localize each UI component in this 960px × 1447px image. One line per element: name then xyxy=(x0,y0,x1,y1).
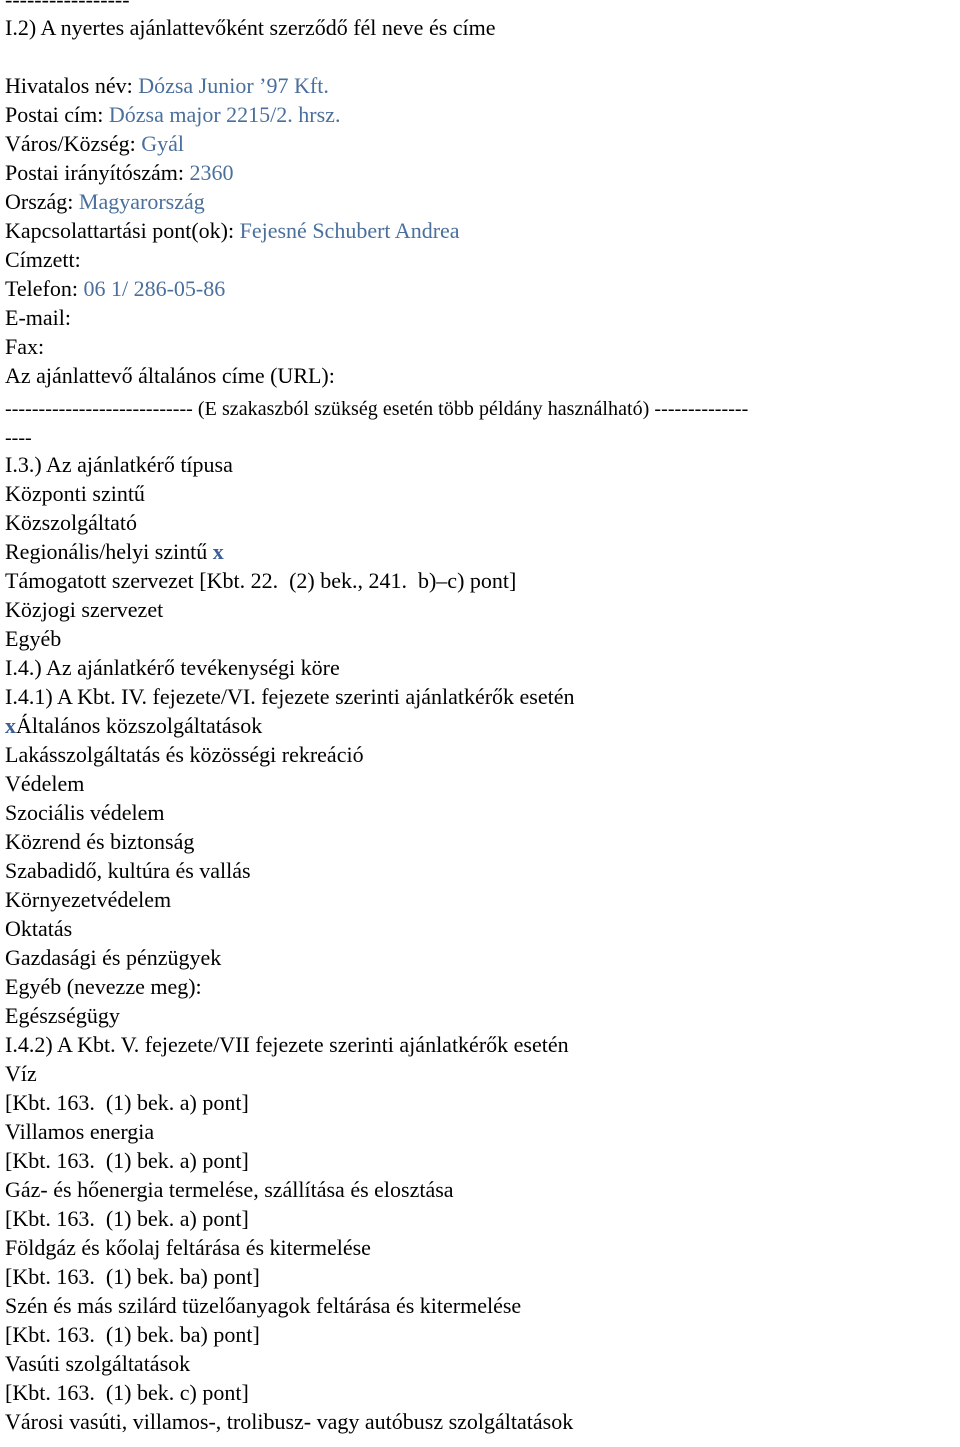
field-url xyxy=(5,363,340,389)
list-item: Gáz- és hőenergia termelése, szállítása és elosztása xyxy=(5,1177,454,1202)
field-label: Fax: xyxy=(5,334,45,359)
field-label: Postai irányítószám: xyxy=(5,160,185,185)
field-label: E-mail: xyxy=(5,305,71,330)
list-item: Szabadidő, kultúra és vallás xyxy=(5,858,251,883)
field-fax xyxy=(5,334,50,360)
field-value: Fejesné Schubert Andrea xyxy=(239,218,460,243)
section-i4-heading: I.4.) Az ajánlatkérő tevékenységi köre xyxy=(5,655,340,680)
field-email xyxy=(5,305,76,331)
list-item: Földgáz és kőolaj feltárása és kitermelése xyxy=(5,1235,371,1260)
list-item: Oktatás xyxy=(5,916,73,941)
list-item-reference: [Kbt. 163. (1) bek. a) pont] xyxy=(5,1090,249,1115)
list-item: Közrend és biztonság xyxy=(5,829,195,854)
list-item: Környezetvédelem xyxy=(5,887,172,912)
field-value: Dózsa major 2215/2. hrsz. xyxy=(108,102,341,127)
field-postal-address xyxy=(5,102,340,128)
field-city xyxy=(5,131,184,157)
list-item-reference: [Kbt. 163. (1) bek. c) pont] xyxy=(5,1380,249,1405)
field-label: Telefon: xyxy=(5,276,78,301)
field-label: Kapcsolattartási pont(ok): xyxy=(5,218,235,243)
list-item-reference: [Kbt. 163. (1) bek. a) pont] xyxy=(5,1206,249,1231)
field-postal-code xyxy=(5,160,234,186)
section-i41-heading: I.4.1) A Kbt. IV. fejezete/VI. fejezete szerinti ajánlatkérők esetén xyxy=(5,684,575,709)
list-item: Egyéb (nevezze meg): xyxy=(5,974,202,999)
field-value: 2360 xyxy=(189,160,234,185)
list-item: Támogatott szervezet [Kbt. 22. (2) bek., 241. b)–c) pont] xyxy=(5,568,517,593)
field-label: Címzett: xyxy=(5,247,81,272)
field-value: 06 1/ 286-05-86 xyxy=(83,276,226,301)
separator-line-continuation: ---- xyxy=(5,427,32,449)
list-item: Vasúti szolgáltatások xyxy=(5,1351,191,1376)
field-label: Az ajánlattevő általános címe (URL): xyxy=(5,363,335,388)
top-rule xyxy=(5,0,130,13)
list-item: Városi vasúti, villamos-, trolibusz- vagy autóbusz szolgáltatások xyxy=(5,1409,574,1434)
field-label: Postai cím: xyxy=(5,102,104,127)
field-country xyxy=(5,189,205,215)
section-i42-heading: I.4.2) A Kbt. V. fejezete/VII fejezete szerinti ajánlatkérők esetén xyxy=(5,1032,569,1057)
checked-mark: x xyxy=(212,539,224,564)
list-item: Regionális/helyi szintű x xyxy=(5,539,224,564)
list-item-reference: [Kbt. 163. (1) bek. ba) pont] xyxy=(5,1264,260,1289)
list-item-reference: [Kbt. 163. (1) bek. ba) pont] xyxy=(5,1322,260,1347)
separator-line: ---------------------------- (E szakaszból szükség esetén több példány használható) -------------- xyxy=(5,398,749,420)
list-item: Központi szintű xyxy=(5,481,145,506)
list-item: Szén és más szilárd tüzelőanyagok feltárása és kitermelése xyxy=(5,1293,522,1318)
section-i2-heading: I.2) A nyertes ajánlattevőként szerződő fél neve és címe xyxy=(5,15,496,40)
section-i3-heading: I.3.) Az ajánlatkérő típusa xyxy=(5,452,233,477)
list-item-reference: [Kbt. 163. (1) bek. a) pont] xyxy=(5,1148,249,1173)
field-label: Hivatalos név: xyxy=(5,73,133,98)
list-item: Víz xyxy=(5,1061,37,1086)
list-item: Közszolgáltató xyxy=(5,510,137,535)
list-item: Védelem xyxy=(5,771,85,796)
list-item: Egyéb xyxy=(5,626,62,651)
list-item: Közjogi szervezet xyxy=(5,597,164,622)
list-item: Villamos energia xyxy=(5,1119,155,1144)
field-label: Ország: xyxy=(5,189,74,214)
list-item: Szociális védelem xyxy=(5,800,165,825)
list-item: Gazdasági és pénzügyek xyxy=(5,945,222,970)
field-addressee xyxy=(5,247,86,273)
field-phone xyxy=(5,276,225,302)
field-value: Magyarország xyxy=(78,189,205,214)
field-contact-point xyxy=(5,218,460,244)
field-official-name xyxy=(5,73,329,99)
list-item: Lakásszolgáltatás és közösségi rekreáció xyxy=(5,742,364,767)
list-item: Egészségügy xyxy=(5,1003,120,1028)
field-label: Város/Község: xyxy=(5,131,136,156)
field-value: Gyál xyxy=(141,131,185,156)
list-item: xÁltalános közszolgáltatások xyxy=(5,713,263,738)
field-value: Dózsa Junior ’97 Kft. xyxy=(138,73,329,98)
checked-mark: x xyxy=(5,713,16,738)
